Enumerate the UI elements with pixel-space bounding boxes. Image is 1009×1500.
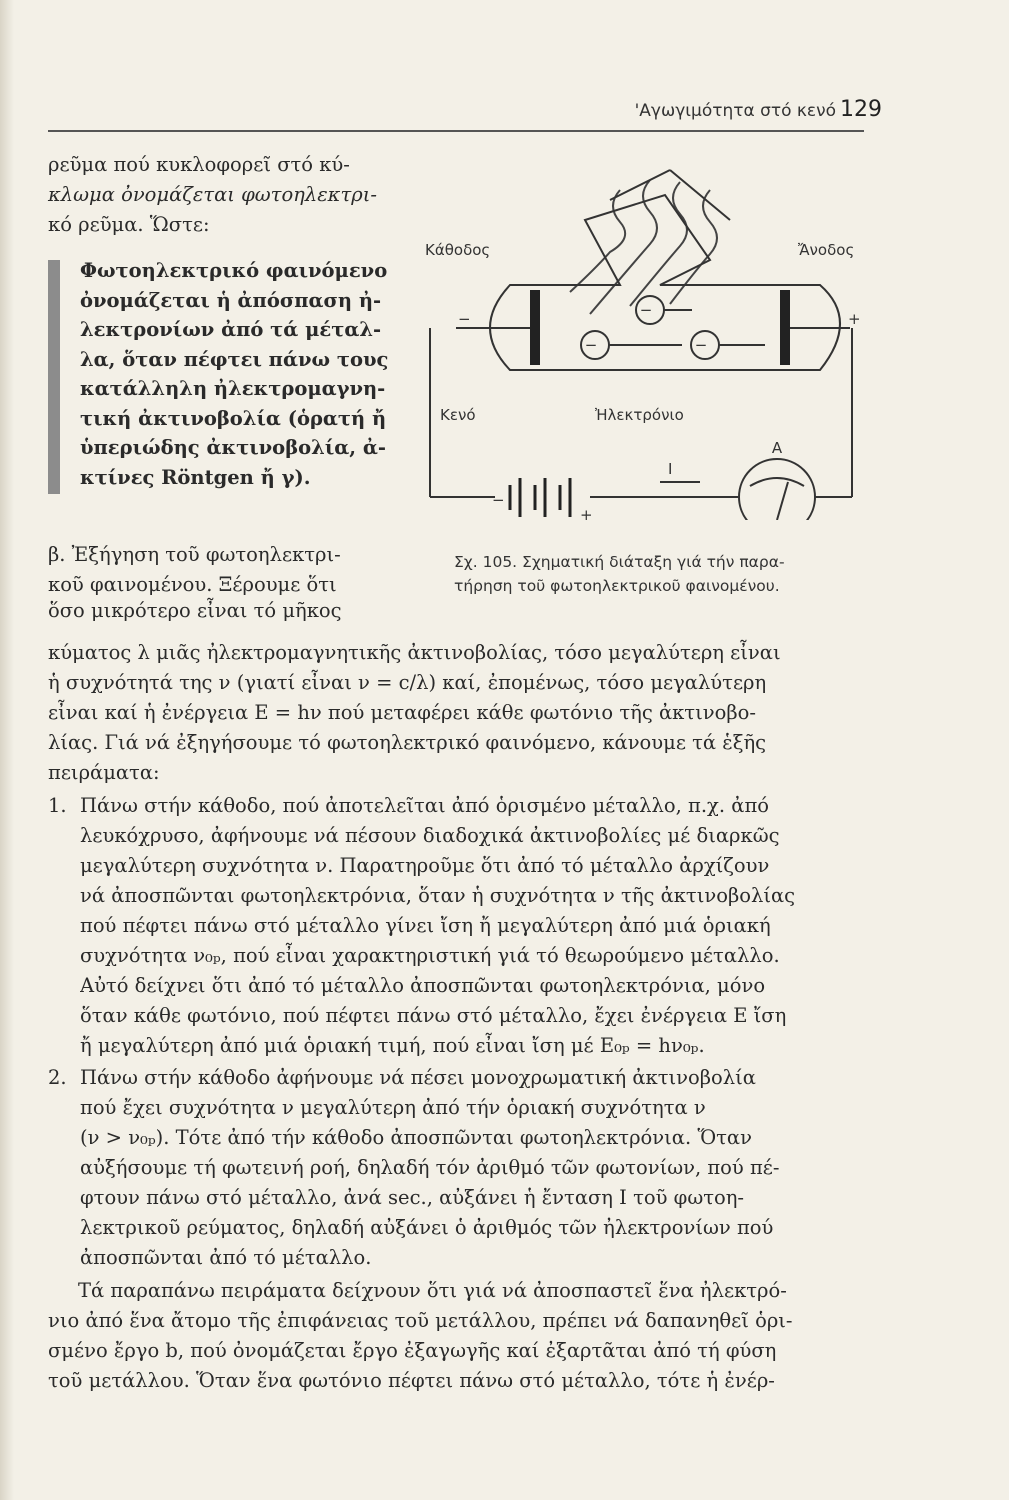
anode-plate — [780, 290, 790, 365]
closing-line: Τά παραπάνω πειράματα δείχνουν ὅτι γιά νά ἀποσπαστεῖ ἕνα ἠλεκτρό- — [78, 1279, 787, 1302]
text-line: κλωμα ὀνομάζεται φωτοηλεκτρι- — [48, 183, 377, 206]
ammeter — [739, 459, 815, 520]
plus-terminal: + — [848, 310, 861, 328]
body-line: λίας. Γιά νά ἐξηγήσουμε τό φωτοηλεκτρικό φαινόμενο, κάνουμε τά ἑξῆς — [48, 731, 767, 754]
photoelectric-setup-figure — [420, 160, 870, 520]
list-line: νά ἀποσπῶνται φωτοηλεκτρόνια, ὅταν ἡ συχνότητα ν τῆς ἀκτινοβολίας — [80, 884, 796, 907]
list-line: Πάνω στήν κάθοδο, πού ἀποτελεῖται ἀπό ὁρισμένο μέταλλο, π.χ. ἀπό — [80, 794, 769, 817]
subheading-explanation — [48, 540, 428, 600]
list-line: Αὐτό δείχνει ὅτι ἀπό τό μέταλλο ἀποσπῶνται φωτοηλεκτρόνια, μόνο — [80, 974, 766, 997]
current-label: I — [668, 460, 673, 478]
subheading-line: κοῦ φαινομένου. Ξέρουμε ὅτι — [48, 573, 337, 596]
electron-sign: − — [694, 336, 708, 354]
definition-line: ὀνομάζεται ἡ ἀπόσπαση ἠ- — [80, 288, 382, 312]
definition-line: ὑπεριώδης ἀκτινοβολία, ἀ- — [80, 436, 386, 459]
caption-line: Σχ. 105. Σχηματική διάταξη γιά τήν παρα- — [454, 553, 785, 571]
body-line: κύματος λ μιᾶς ἠλεκτρομαγνητικῆς ἀκτινοβολίας, τόσο μεγαλύτερη εἶναι — [48, 641, 781, 664]
list-line: μεγαλύτερη συχνότητα ν. Παρατηροῦμε ὅτι ἀπό τό μέταλλο ἀρχίζουν — [80, 854, 770, 877]
list-line: αὐξήσουμε τή φωτεινή ροή, δηλαδή τόν ἀριθμό τῶν φωτονίων, πού πέ- — [80, 1156, 780, 1179]
list-number: 1. — [48, 794, 67, 817]
light-window — [610, 170, 730, 220]
electron-sign: − — [639, 301, 653, 319]
list-line: συχνότητα ν₀ₚ, πού εἶναι χαρακτηριστική γιά τό θεωρούμενο μέταλλο. — [80, 944, 780, 967]
list-line: φτουν πάνω στό μέταλλο, ἀνά sec., αὐξάνει ἡ ἔνταση I τοῦ φωτοη- — [80, 1186, 745, 1209]
list-line: πού ἔχει συχνότητα ν μεγαλύτερη ἀπό τήν ὁριακή συχνότητα ν — [80, 1096, 706, 1119]
list-line: (ν > ν₀ₚ). Τότε ἀπό τήν κάθοδο ἀποσπῶνται φωτοηλεκτρόνια. Ὅταν — [80, 1126, 752, 1149]
page-spine-shadow — [0, 0, 14, 1500]
list-line: ἤ μεγαλύτερη ἀπό μιά ὁριακή τιμή, πού εἶναι ἴση μέ E₀ₚ = hν₀ₚ. — [80, 1034, 705, 1057]
battery-plus: + — [580, 506, 593, 520]
list-line: ἀποσπῶνται ἀπό τό μέταλλο. — [80, 1246, 372, 1269]
caption-line: τήρηση τοῦ φωτοηλεκτρικοῦ φαινομένου. — [454, 577, 780, 595]
body-line: ὅσο μικρότερο εἶναι τό μῆκος — [48, 599, 342, 622]
definition-line: λα, ὅταν πέφτει πάνω τους — [80, 347, 389, 371]
left-column-intro — [48, 150, 418, 240]
list-line: Πάνω στήν κάθοδο ἀφήνουμε νά πέσει μονοχρωματική ἀκτινοβολία — [80, 1066, 756, 1089]
electron-sign: − — [584, 336, 598, 354]
cathode-plate — [530, 290, 540, 365]
text-line: ρεῦμα πού κυκλοφορεῖ στό κύ- — [48, 153, 350, 176]
closing-line: τοῦ μετάλλου. Ὅταν ἕνα φωτόνιο πέφτει πάνω στό μέταλλο, τότε ἡ ἐνέρ- — [48, 1369, 775, 1392]
minus-terminal: − — [458, 310, 471, 328]
definition-line: τική ἀκτινοβολία (ὁρατή ἤ — [80, 406, 387, 430]
header-rule — [48, 130, 864, 132]
ammeter-label: A — [771, 439, 783, 457]
incident-light-rays — [570, 180, 717, 314]
list-line: λεκτρικοῦ ρεύματος, δηλαδή αὐξάνει ὁ ἀριθμός τῶν ἠλεκτρονίων πού — [80, 1216, 774, 1239]
definition-line: Φωτοηλεκτρικό φαινόμενο — [80, 259, 388, 282]
closing-line: σμένο ἔργο b, πού ὀνομάζεται ἔργο ἐξαγωγῆς καί ἐξαρτᾶται ἀπό τή φύση — [48, 1339, 777, 1362]
text-line: κό ρεῦμα. Ὥστε: — [48, 213, 210, 236]
subheading-line: β. Ἐξήγηση τοῦ φωτοηλεκτρι- — [48, 543, 341, 566]
electron-label: Ἠλεκτρόνιο — [595, 406, 684, 424]
list-line: λευκόχρυσο, ἀφήνουμε νά πέσουν διαδοχικά ἀκτινοβολίες μέ διαρκῶς — [80, 824, 780, 847]
body-line: ἡ συχνότητά της ν (γιατί εἶναι ν = c/λ) καί, ἐπομένως, τόσο μεγαλύτερη — [48, 671, 767, 694]
list-line: πού πέφτει πάνω στό μέταλλο γίνει ἴση ἤ μεγαλύτερη ἀπό μιά ὁριακή — [80, 914, 771, 937]
definition-line: λεκτρονίων ἀπό τά μέταλ- — [80, 318, 382, 341]
list-line: ὅταν κάθε φωτόνιο, πού πέφτει πάνω στό μέταλλο, ἔχει ἐνέργεια E ἴση — [80, 1004, 787, 1027]
battery-minus: − — [492, 491, 505, 509]
battery — [510, 478, 570, 517]
anode-label: Ἄνοδος — [798, 241, 855, 259]
cathode-label: Κάθοδος — [425, 241, 491, 259]
electron-particles — [581, 296, 765, 359]
vacuum-label: Κενό — [440, 406, 476, 424]
body-line: εἶναι καί ἡ ἐνέργεια E = hν πού μεταφέρει κάθε φωτόνιο τῆς ἀκτινοβο- — [48, 701, 756, 724]
closing-line: νιο ἀπό ἕνα ἄτομο τῆς ἐπιφάνειας τοῦ μετάλλου, πρέπει νά δαπανηθεῖ ὁρι- — [48, 1309, 793, 1332]
running-header-title: 'Αγωγιμότητα στό κενό — [634, 101, 836, 121]
list-number: 2. — [48, 1066, 67, 1089]
definition-box — [80, 256, 420, 492]
page-number: 129 — [840, 97, 882, 122]
figure-caption — [454, 550, 874, 598]
definition-margin-bar — [48, 260, 60, 494]
definition-line: κτίνες Röntgen ἤ γ). — [80, 465, 311, 489]
definition-line: κατάλληλη ἠλεκτρομαγνη- — [80, 377, 386, 400]
body-line: πειράματα: — [48, 761, 160, 784]
